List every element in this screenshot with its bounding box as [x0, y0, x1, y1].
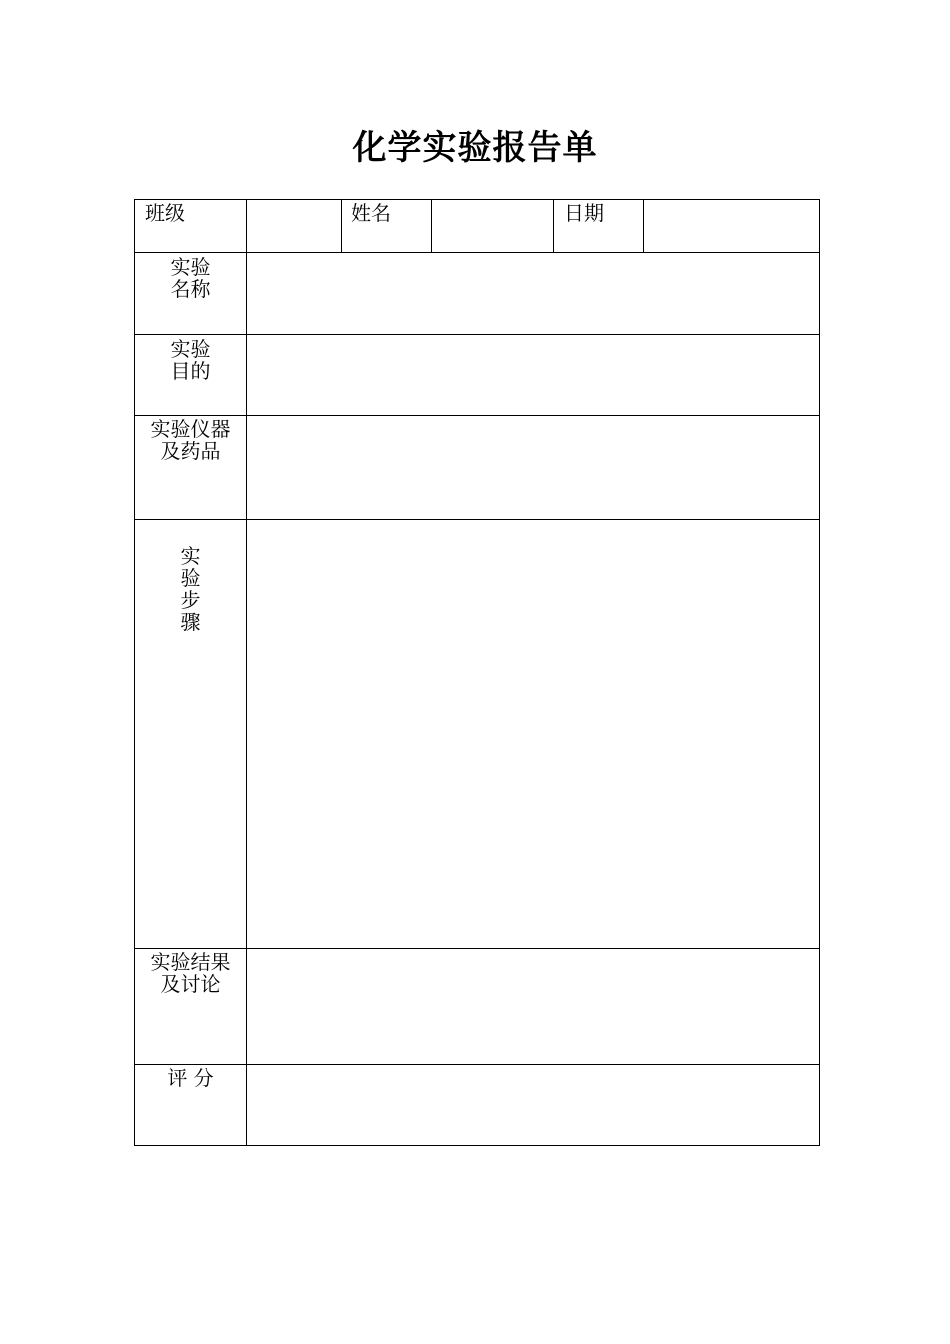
- date-label: 日期: [564, 201, 604, 225]
- column-divider: [341, 200, 342, 252]
- experiment-name-field[interactable]: [247, 253, 819, 334]
- results-field[interactable]: [247, 949, 819, 1064]
- column-divider: [553, 200, 554, 252]
- name-label: 姓名: [351, 201, 391, 225]
- experiment-steps-label: [135, 545, 246, 633]
- score-label: 评 分: [167, 1066, 214, 1090]
- steps-label-char: 验: [180, 566, 201, 590]
- class-label: 班级: [145, 201, 185, 225]
- report-form-table: [134, 199, 820, 1146]
- steps-label-char: 步: [180, 588, 201, 612]
- page-title: 化学实验报告单: [352, 128, 598, 168]
- results-label: 实验结果 及讨论: [150, 950, 231, 996]
- name-field[interactable]: [432, 201, 553, 252]
- experiment-purpose-label: 实验 目的: [170, 337, 211, 383]
- experiment-name-label: 实验 名称: [170, 255, 211, 301]
- instruments-field[interactable]: [247, 416, 819, 519]
- steps-label-char: 骤: [180, 610, 201, 634]
- steps-label-char: 实: [180, 544, 201, 568]
- experiment-purpose-field[interactable]: [247, 335, 819, 415]
- class-field[interactable]: [247, 201, 341, 252]
- instruments-label: 实验仪器 及药品: [150, 417, 231, 463]
- score-field[interactable]: [247, 1065, 819, 1145]
- date-field[interactable]: [644, 201, 819, 252]
- experiment-steps-field[interactable]: [247, 520, 819, 948]
